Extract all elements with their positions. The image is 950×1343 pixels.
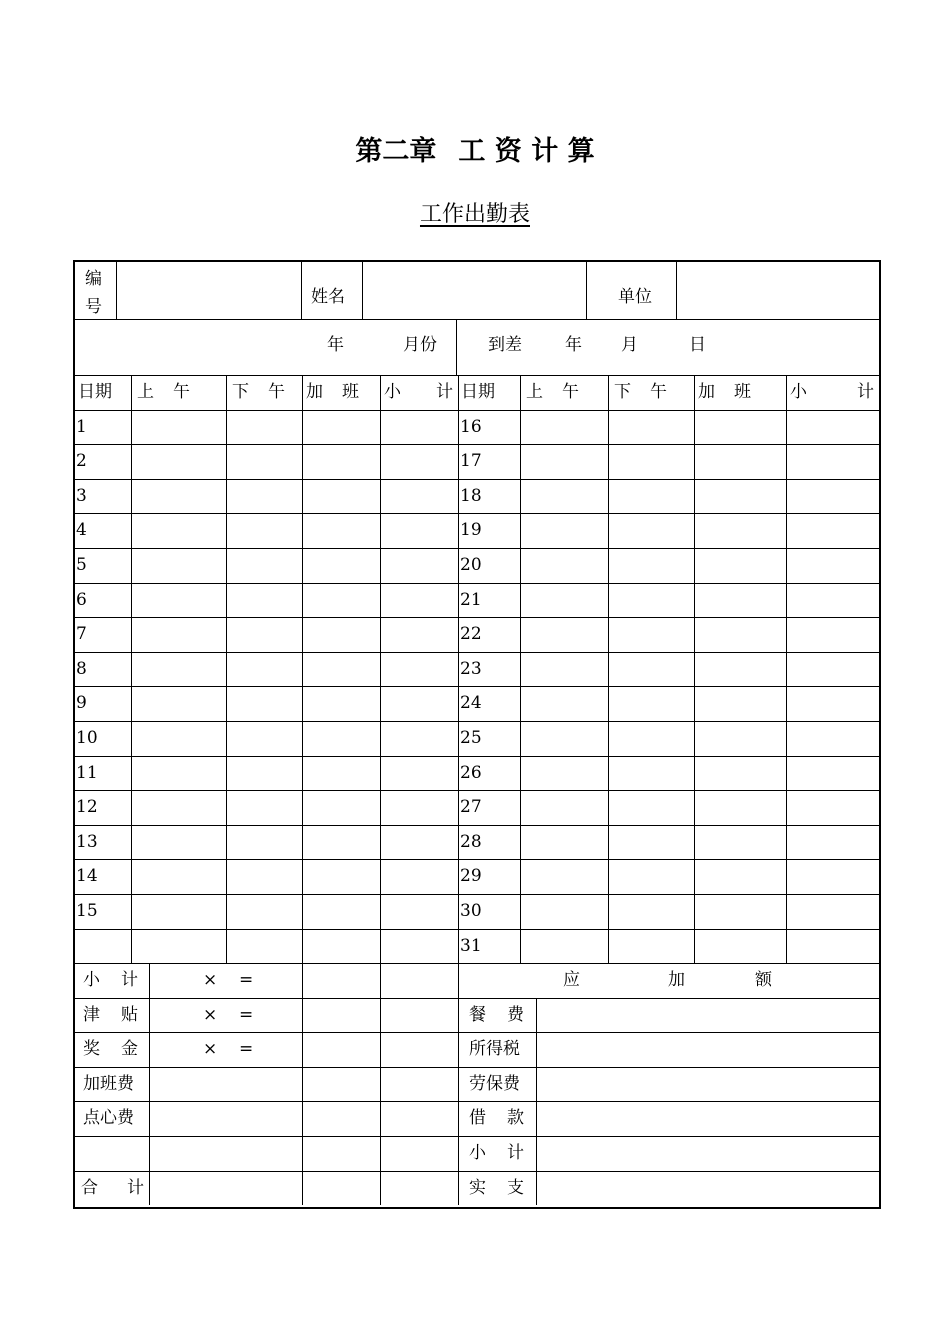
- right-overtime-header: 班: [734, 382, 751, 402]
- summary-label: 小: [83, 970, 100, 990]
- name-field[interactable]: [363, 262, 586, 319]
- summary-amount-cell[interactable]: [303, 1033, 379, 1067]
- summary-label: 加班费: [83, 1074, 134, 1094]
- day-number: 20: [460, 555, 482, 575]
- day-entry-cell[interactable]: [787, 895, 879, 929]
- day-entry-cell[interactable]: [303, 757, 380, 791]
- day-entry-cell[interactable]: [695, 895, 786, 929]
- day-entry-cell[interactable]: [381, 549, 458, 583]
- day-entry-cell[interactable]: [303, 411, 380, 445]
- day-number: 2: [76, 451, 87, 471]
- left-am-header: 上: [137, 382, 154, 402]
- id-label: 号: [85, 297, 102, 317]
- day-number: 15: [76, 901, 98, 921]
- summary-label: 津: [83, 1005, 100, 1025]
- day-number: 3: [76, 486, 87, 506]
- summary-amount-cell[interactable]: [303, 1068, 379, 1102]
- day-entry-cell[interactable]: [695, 618, 786, 652]
- unit-label: 单位: [618, 287, 652, 307]
- day-entry-cell[interactable]: [521, 687, 608, 721]
- day-entry-cell[interactable]: [521, 411, 608, 445]
- day-entry-cell[interactable]: [695, 826, 786, 860]
- summary-label: 奖: [83, 1039, 100, 1059]
- day-entry-cell[interactable]: [381, 411, 458, 445]
- day-entry-cell[interactable]: [787, 860, 879, 894]
- day-entry-cell[interactable]: [381, 895, 458, 929]
- day-entry-cell[interactable]: [132, 584, 226, 618]
- day-entry-cell[interactable]: [303, 549, 380, 583]
- day-entry-cell[interactable]: [303, 653, 380, 687]
- equals-sign: =: [239, 970, 254, 990]
- grid-rule: [301, 262, 302, 319]
- day-entry-cell[interactable]: [695, 930, 786, 964]
- total-amount-cell[interactable]: [150, 1172, 301, 1206]
- day-entry-cell[interactable]: [381, 860, 458, 894]
- day-entry-cell[interactable]: [521, 584, 608, 618]
- day-entry-cell[interactable]: [521, 791, 608, 825]
- period-rule: [75, 375, 879, 376]
- summary-label: 点心费: [83, 1108, 134, 1128]
- right-pm-header: 午: [650, 382, 667, 402]
- summary-amount-cell[interactable]: [303, 1102, 379, 1136]
- times-sign: ×: [203, 1039, 218, 1059]
- day-entry-cell[interactable]: [787, 653, 879, 687]
- day-number: 19: [460, 520, 482, 540]
- day-entry-cell[interactable]: [132, 791, 226, 825]
- day-entry-cell[interactable]: [521, 826, 608, 860]
- day-entry-cell[interactable]: [227, 757, 302, 791]
- day-entry-cell[interactable]: [521, 514, 608, 548]
- day-entry-cell[interactable]: [381, 653, 458, 687]
- day-entry-cell[interactable]: [227, 895, 302, 929]
- day-entry-cell[interactable]: [303, 791, 380, 825]
- deduction-label: 计: [507, 1143, 524, 1163]
- day-number: 8: [76, 659, 87, 679]
- deduction-amount-cell[interactable]: [537, 1137, 879, 1171]
- grid-rule: [586, 262, 587, 319]
- day-entry-cell[interactable]: [381, 826, 458, 860]
- right-date-header: 日期: [461, 382, 495, 402]
- day-entry-cell[interactable]: [381, 791, 458, 825]
- day-entry-cell[interactable]: [227, 514, 302, 548]
- day-number: 21: [460, 590, 482, 610]
- summary-amount-cell[interactable]: [381, 964, 457, 998]
- day-number: 30: [460, 901, 482, 921]
- month-part-label: 月份: [403, 335, 437, 355]
- day-entry-cell[interactable]: [521, 757, 608, 791]
- report-month-label: 月: [621, 335, 638, 355]
- left-am-header: 午: [173, 382, 190, 402]
- day-entry-cell[interactable]: [787, 826, 879, 860]
- total-label: 合: [81, 1178, 98, 1198]
- day-entry-cell[interactable]: [521, 618, 608, 652]
- deduction-label: 款: [507, 1108, 524, 1128]
- right-am-header: 上: [526, 382, 543, 402]
- summary-rule: [458, 963, 459, 1205]
- column-rule: [458, 375, 459, 963]
- right-subtotal-header: 计: [857, 382, 874, 402]
- day-entry-cell[interactable]: [787, 687, 879, 721]
- day-number: 31: [460, 936, 482, 956]
- day-entry-cell[interactable]: [609, 860, 694, 894]
- day-entry-cell[interactable]: [303, 722, 380, 756]
- day-entry-cell[interactable]: [787, 549, 879, 583]
- day-number: 12: [76, 797, 98, 817]
- day-entry-cell[interactable]: [227, 445, 302, 479]
- summary-amount-cell[interactable]: [381, 1068, 457, 1102]
- day-entry-cell[interactable]: [695, 860, 786, 894]
- day-entry-cell[interactable]: [609, 411, 694, 445]
- deduction-header: 应: [563, 970, 580, 990]
- day-entry-cell[interactable]: [609, 584, 694, 618]
- deduction-amount-cell[interactable]: [537, 1172, 879, 1206]
- deduction-label: 借: [469, 1108, 486, 1128]
- deduction-label: 实: [469, 1178, 486, 1198]
- day-entry-cell[interactable]: [787, 411, 879, 445]
- day-entry-cell[interactable]: [132, 653, 226, 687]
- day-entry-cell[interactable]: [381, 480, 458, 514]
- day-entry-cell[interactable]: [132, 480, 226, 514]
- equals-sign: =: [239, 1005, 254, 1025]
- day-entry-cell[interactable]: [787, 930, 879, 964]
- day-entry-cell[interactable]: [227, 584, 302, 618]
- day-entry-cell[interactable]: [695, 757, 786, 791]
- day-entry-cell[interactable]: [227, 480, 302, 514]
- id-field[interactable]: [117, 262, 301, 319]
- day-entry-cell[interactable]: [787, 480, 879, 514]
- day-entry-cell[interactable]: [303, 480, 380, 514]
- left-overtime-header: 加: [306, 382, 323, 402]
- day-entry-cell[interactable]: [521, 445, 608, 479]
- deduction-amount-cell[interactable]: [537, 1068, 879, 1102]
- day-entry-cell[interactable]: [787, 757, 879, 791]
- day-entry-cell[interactable]: [303, 826, 380, 860]
- chapter-title: 工 资 计 算: [458, 136, 595, 167]
- day-entry-cell[interactable]: [132, 757, 226, 791]
- right-overtime-header: 加: [698, 382, 715, 402]
- day-entry-cell[interactable]: [132, 722, 226, 756]
- day-entry-cell[interactable]: [609, 514, 694, 548]
- deduction-amount-cell[interactable]: [537, 999, 879, 1033]
- day-entry-cell[interactable]: [227, 791, 302, 825]
- day-entry-cell[interactable]: [521, 930, 608, 964]
- day-entry-cell[interactable]: [381, 687, 458, 721]
- summary-label: 贴: [121, 1005, 138, 1025]
- summary-amount-cell[interactable]: [381, 1033, 457, 1067]
- day-number: 13: [76, 832, 98, 852]
- summary-amount-cell[interactable]: [303, 964, 379, 998]
- day-entry-cell[interactable]: [303, 860, 380, 894]
- deduction-label: 费: [507, 1005, 524, 1025]
- day-number: 4: [76, 520, 87, 540]
- times-sign: ×: [203, 970, 218, 990]
- day-entry-cell[interactable]: [521, 722, 608, 756]
- day-number: 16: [460, 417, 482, 437]
- summary-rule: [149, 963, 150, 1205]
- day-entry-cell[interactable]: [787, 618, 879, 652]
- day-entry-cell[interactable]: [381, 757, 458, 791]
- deduction-amount-cell[interactable]: [537, 1102, 879, 1136]
- day-number: 24: [460, 693, 482, 713]
- day-number: 6: [76, 590, 87, 610]
- day-entry-cell[interactable]: [609, 757, 694, 791]
- day-entry-cell[interactable]: [695, 653, 786, 687]
- total-label: 计: [127, 1178, 144, 1198]
- day-entry-cell[interactable]: [227, 722, 302, 756]
- name-label: 姓名: [311, 287, 345, 307]
- day-entry-cell[interactable]: [227, 826, 302, 860]
- day-number: 11: [76, 763, 98, 783]
- day-number: 10: [76, 728, 98, 748]
- day-entry-cell[interactable]: [303, 895, 380, 929]
- summary-amount-cell[interactable]: [381, 1102, 457, 1136]
- summary-label: 金: [121, 1039, 138, 1059]
- day-entry-cell[interactable]: [521, 549, 608, 583]
- day-entry-cell[interactable]: [132, 860, 226, 894]
- day-entry-cell[interactable]: [695, 445, 786, 479]
- day-entry-cell[interactable]: [695, 480, 786, 514]
- day-entry-cell[interactable]: [787, 514, 879, 548]
- deduction-label: 小: [469, 1143, 486, 1163]
- day-entry-cell[interactable]: [132, 687, 226, 721]
- summary-label: 计: [121, 970, 138, 990]
- left-subtotal-header: 计: [436, 382, 453, 402]
- chapter-heading: [0, 132, 950, 172]
- day-entry-cell[interactable]: [381, 514, 458, 548]
- day-entry-cell[interactable]: [381, 445, 458, 479]
- year-label: 年: [327, 335, 344, 355]
- day-entry-cell[interactable]: [381, 722, 458, 756]
- report-year-label: 年: [565, 335, 582, 355]
- right-pm-header: 下: [614, 382, 631, 402]
- day-entry-cell[interactable]: [695, 549, 786, 583]
- day-entry-cell[interactable]: [609, 480, 694, 514]
- day-entry-cell[interactable]: [609, 653, 694, 687]
- times-sign: ×: [203, 1005, 218, 1025]
- day-entry-cell[interactable]: [695, 514, 786, 548]
- day-entry-cell[interactable]: [521, 480, 608, 514]
- day-entry-cell[interactable]: [609, 687, 694, 721]
- day-entry-cell[interactable]: [609, 895, 694, 929]
- day-entry-cell[interactable]: [303, 687, 380, 721]
- day-entry-cell[interactable]: [609, 791, 694, 825]
- day-number: 7: [76, 624, 87, 644]
- day-number: 17: [460, 451, 482, 471]
- day-number: 18: [460, 486, 482, 506]
- deduction-label: 餐: [469, 1005, 486, 1025]
- right-am-header: 午: [562, 382, 579, 402]
- day-entry-cell[interactable]: [609, 930, 694, 964]
- left-date-header: 日期: [78, 382, 112, 402]
- day-number: 5: [76, 555, 87, 575]
- day-number: 27: [460, 797, 482, 817]
- report-day-label: 日: [689, 335, 706, 355]
- day-entry-cell[interactable]: [381, 584, 458, 618]
- grid-rule: [456, 319, 457, 375]
- day-number: 25: [460, 728, 482, 748]
- day-entry-cell[interactable]: [303, 445, 380, 479]
- left-subtotal-header: 小: [384, 382, 401, 402]
- day-entry-cell[interactable]: [227, 618, 302, 652]
- day-entry-cell[interactable]: [227, 860, 302, 894]
- day-number: 22: [460, 624, 482, 644]
- unit-field[interactable]: [677, 262, 879, 319]
- left-overtime-header: 班: [342, 382, 359, 402]
- day-entry-cell[interactable]: [132, 549, 226, 583]
- day-entry-cell[interactable]: [227, 549, 302, 583]
- deduction-header: 额: [755, 970, 772, 990]
- summary-amount-cell[interactable]: [303, 999, 379, 1033]
- right-subtotal-header: 小: [790, 382, 807, 402]
- day-number: 23: [460, 659, 482, 679]
- day-entry-cell[interactable]: [381, 618, 458, 652]
- day-entry-cell[interactable]: [787, 791, 879, 825]
- deduction-label: 支: [507, 1178, 524, 1198]
- day-entry-cell[interactable]: [132, 445, 226, 479]
- day-entry-cell[interactable]: [132, 618, 226, 652]
- deduction-label: 所得税: [469, 1039, 520, 1059]
- day-entry-cell[interactable]: [695, 687, 786, 721]
- day-entry-cell[interactable]: [787, 445, 879, 479]
- equals-sign: =: [239, 1039, 254, 1059]
- day-entry-cell[interactable]: [132, 514, 226, 548]
- day-entry-cell[interactable]: [132, 895, 226, 929]
- day-entry-cell[interactable]: [695, 791, 786, 825]
- day-number: 29: [460, 866, 482, 886]
- day-entry-cell[interactable]: [695, 722, 786, 756]
- day-number: 9: [76, 693, 87, 713]
- day-entry-cell[interactable]: [303, 618, 380, 652]
- day-entry-cell[interactable]: [609, 549, 694, 583]
- chapter-number: 第二章: [355, 136, 437, 167]
- id-label: 编: [85, 269, 102, 289]
- day-entry-cell[interactable]: [695, 584, 786, 618]
- day-entry-cell[interactable]: [303, 514, 380, 548]
- deduction-header: 加: [668, 970, 685, 990]
- day-entry-cell[interactable]: [227, 411, 302, 445]
- day-entry-cell[interactable]: [787, 722, 879, 756]
- report-date-label: 到差: [488, 335, 522, 355]
- day-number: 1: [76, 417, 87, 437]
- day-entry-cell[interactable]: [303, 584, 380, 618]
- day-entry-cell[interactable]: [132, 411, 226, 445]
- day-entry-cell[interactable]: [609, 618, 694, 652]
- left-pm-header: 午: [268, 382, 285, 402]
- deduction-label: 劳保费: [469, 1074, 520, 1094]
- deduction-amount-cell[interactable]: [537, 1033, 879, 1067]
- day-entry-cell[interactable]: [787, 584, 879, 618]
- left-pm-header: 下: [232, 382, 249, 402]
- day-entry-cell[interactable]: [521, 860, 608, 894]
- day-entry-cell[interactable]: [227, 687, 302, 721]
- header-rule: [75, 319, 879, 320]
- day-entry-cell[interactable]: [695, 411, 786, 445]
- day-entry-cell[interactable]: [227, 653, 302, 687]
- day-number: 28: [460, 832, 482, 852]
- day-number: 14: [76, 866, 98, 886]
- day-entry-cell[interactable]: [521, 653, 608, 687]
- form-title: 工作出勤表: [419, 202, 530, 227]
- day-number: 26: [460, 763, 482, 783]
- day-entry-cell[interactable]: [609, 445, 694, 479]
- day-entry-cell[interactable]: [609, 722, 694, 756]
- day-entry-cell[interactable]: [609, 826, 694, 860]
- day-entry-cell[interactable]: [132, 826, 226, 860]
- summary-amount-cell[interactable]: [381, 999, 457, 1033]
- attendance-form: [73, 260, 881, 1209]
- day-entry-cell[interactable]: [521, 895, 608, 929]
